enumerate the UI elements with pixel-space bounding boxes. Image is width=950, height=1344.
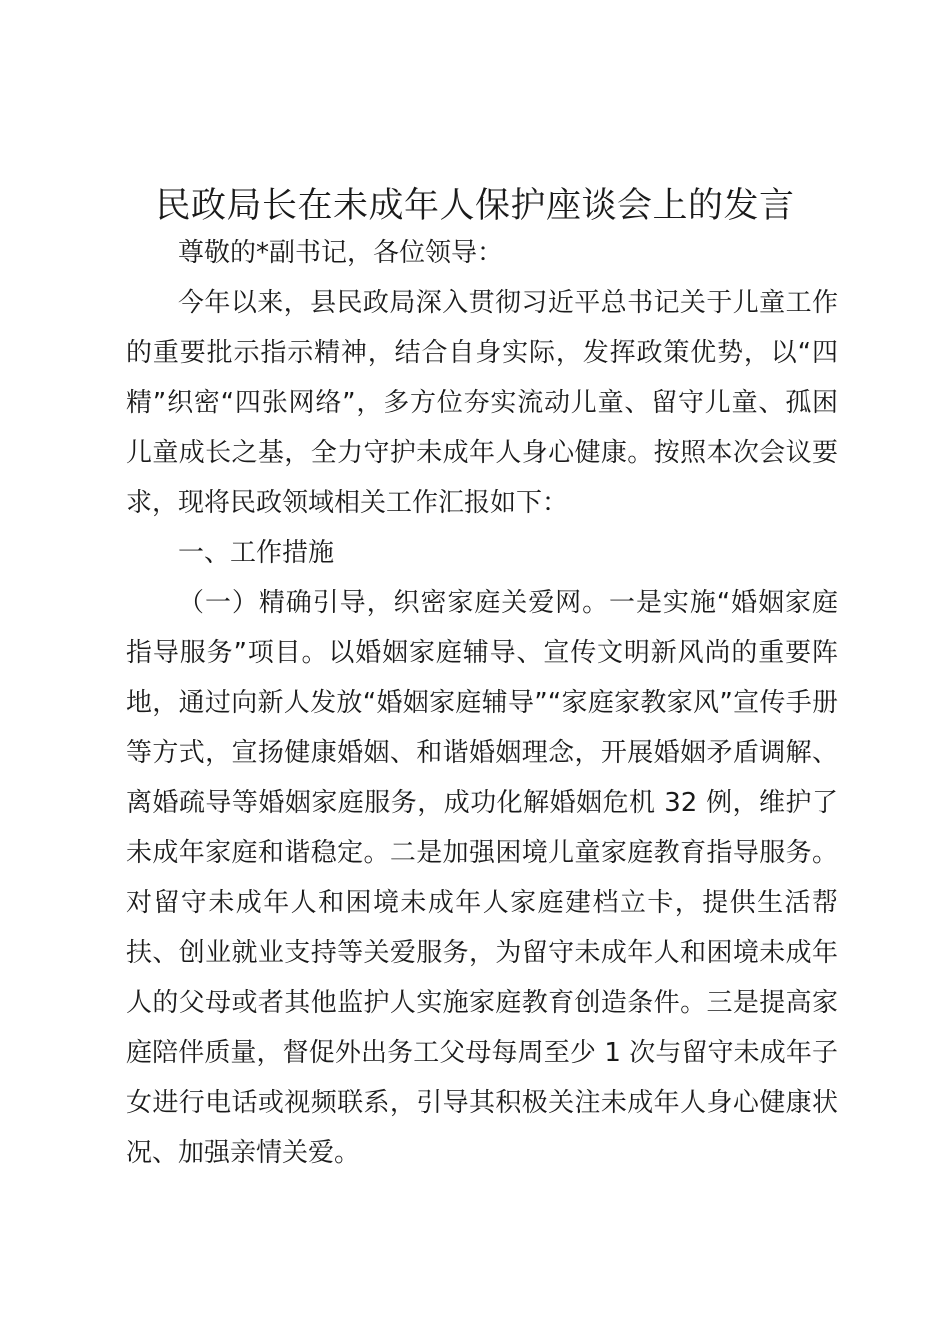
salutation: 尊敬的*副书记，各位领导：: [178, 238, 504, 268]
document-title: 民政局长在未成年人保护座谈会上的发言: [155, 186, 795, 226]
paragraph-intro: 今年以来，县民政局深入贯彻习近平总书记关于儿童工作的重要批示指示精神，结合自身实际，发挥政策优势，以“四精”织密“四张网络”，多方位夯实流动儿童、留守儿童、孤困儿童成长之基，全力守护未成年人身心健康。按照本次会议要求，现将民政领域相关工作汇报如下：: [126, 288, 838, 518]
document-body: [126, 228, 838, 1178]
section-heading: 一、工作措施: [178, 538, 335, 568]
paragraph-measure-1: （一）精确引导，织密家庭关爱网。一是实施“婚姻家庭指导服务”项目。以婚姻家庭辅导、宣传文明新风尚的重要阵地，通过向新人发放“婚姻家庭辅导”“家庭家教家风”宣传手册等方式，宣扬健康婚姻、和谐婚姻理念，开展婚姻矛盾调解、离婚疏导等婚姻家庭服务，成功化解婚姻危机 32 例，维护了未成年家庭和谐稳定。二是加强困境儿童家庭教育指导服务。对留守未成年人和困境未成年人家庭建档立卡，提供生活帮扶、创业就业支持等关爱服务，为留守未成年人和困境未成年人的父母或者其他监护人实施家庭教育创造条件。三是提高家庭陪伴质量，督促外出务工父母每周至少 1 次与留守未成年子女进行电话或视频联系，引导其积极关注未成年人身心健康状况、加强亲情关爱。: [126, 588, 838, 1168]
